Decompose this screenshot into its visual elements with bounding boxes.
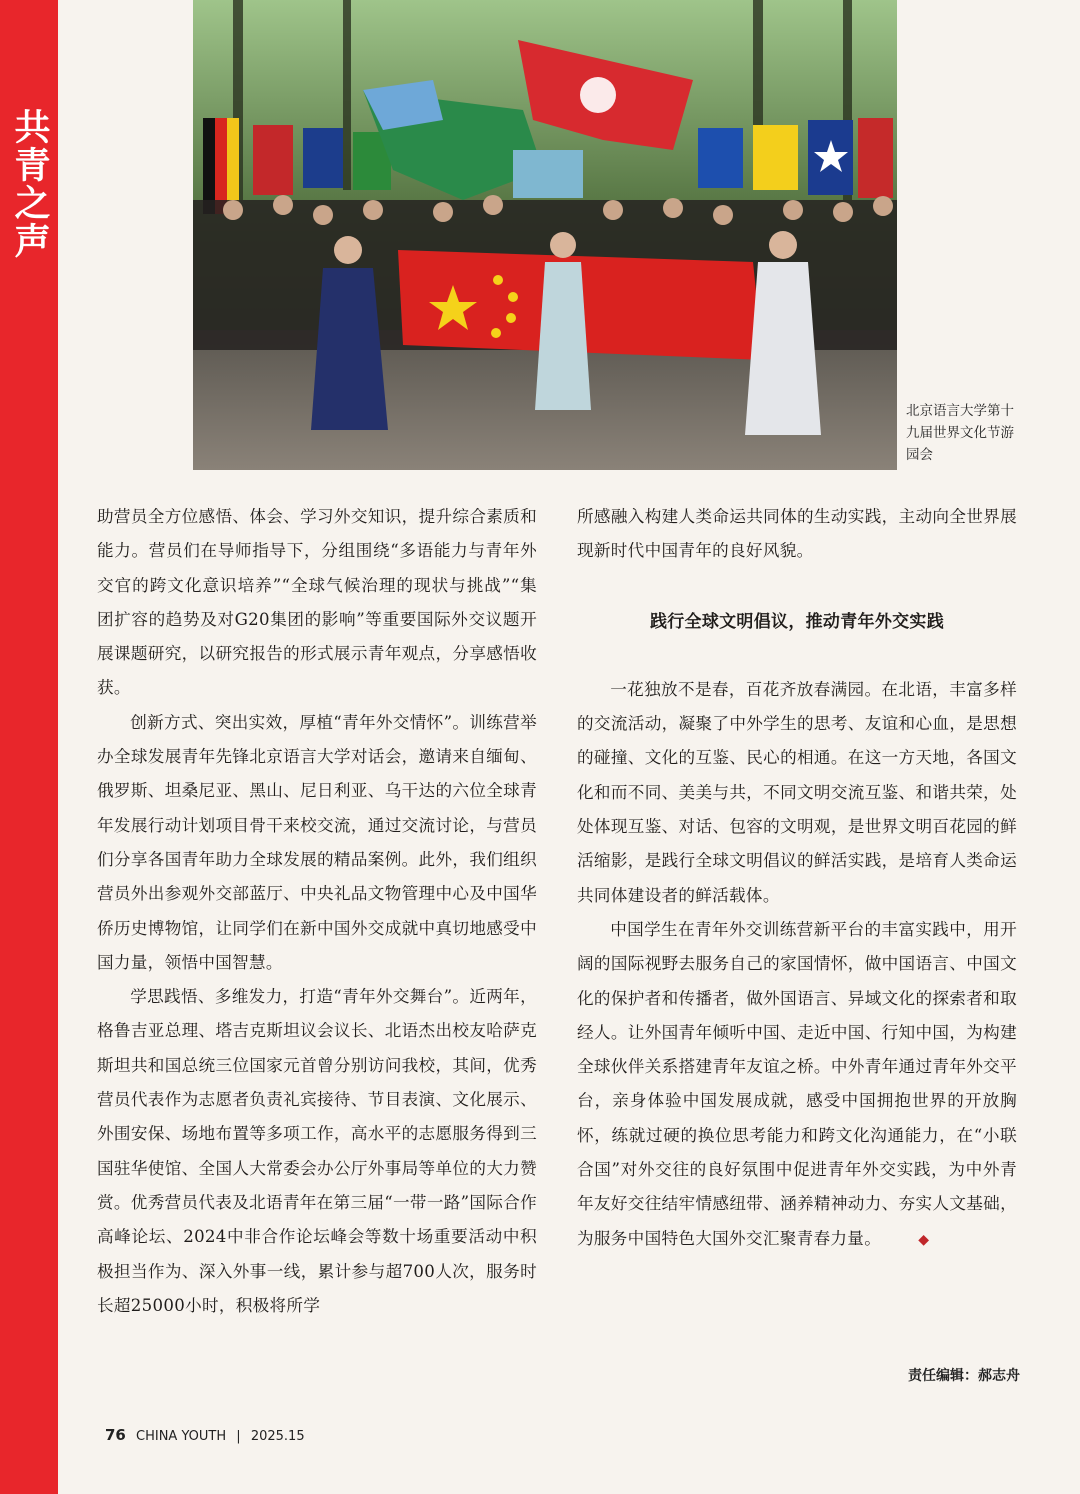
- parade-photo: [193, 0, 897, 470]
- issue-number: 2025.15: [250, 1429, 305, 1444]
- parade-illustration: [193, 0, 897, 470]
- section-sidebar: [0, 0, 58, 1494]
- paragraph: 学思践悟、多维发力，打造“青年外交舞台”。近两年，格鲁吉亚总理、塔吉克斯坦议会议长、北语杰出校友哈萨克斯坦共和国总统三位国家元首曾分别访问我校，其间，优秀营员代表作为志愿者负责礼宾接待、节目表演、文化展示、外围安保、场地布置等多项工作，高水平的志愿服务得到三国驻华使馆、全国人大常委会办公厅外事局等单位的大力赞赏。优秀营员代表及北语青年在第三届“一带一路”国际合作高峰论坛、2024中非合作论坛峰会等数十场重要活动中积极担当作为、深入外事一线，累计参与超700人次，服务时长超25000小时，积极将所学: [97, 987, 537, 1315]
- paragraph: 一花独放不是春，百花齐放春满园。在北语，丰富多样的交流活动，凝聚了中外学生的思考、友谊和心血，是思想的碰撞、文化的互鉴、民心的相通。在这一方天地，各国文化和而不同、美美与共，不同文明交流互鉴、和谐共荣，处处体现互鉴、对话、包容的文明观，是世界文明百花园的鲜活缩影，是践行全球文明倡议的鲜活实践，是培育人类命运共同体建设者的鲜活载体。: [577, 679, 1017, 905]
- paragraph: 所感融入构建人类命运共同体的生动实践，主动向全世界展现新时代中国青年的良好风貌。: [577, 507, 1017, 561]
- page-number: 76: [105, 1426, 126, 1444]
- page-footer: [105, 1426, 305, 1444]
- paragraph: 创新方式、突出实效，厚植“青年外交情怀”。训练营举办全球发展青年先锋北京语言大学对话会，邀请来自缅甸、俄罗斯、坦桑尼亚、黑山、尼日利亚、乌干达的六位全球青年发展行动计划项目骨干来校交流，通过交流讨论，与营员们分享各国青年助力全球发展的精品案例。此外，我们组织营员外出参观外交部蓝厅、中央礼品文物管理中心及中国华侨历史博物馆，让同学们在新中国外交成就中真切地感受中国力量，领悟中国智慧。: [97, 712, 537, 972]
- photo-caption: 北京语言大学第十九届世界文化节游园会: [906, 403, 1014, 463]
- section-heading: 践行全球文明倡议，推动青年外交实践: [649, 611, 945, 632]
- left-column: [97, 500, 537, 1323]
- paragraph: 助营员全方位感悟、体会、学习外交知识，提升综合素质和能力。营员们在导师指导下，分组围绕“多语能力与青年外交官的跨文化意识培养”“全球气候治理的现状与挑战”“集团扩容的趋势及对G20集团的影响”等重要国际外交议题开展课题研究，以研究报告的形式展示青年观点，分享感悟收获。: [97, 507, 537, 698]
- paragraph-text: 中国学生在青年外交训练营新平台的丰富实践中，用开阔的国际视野去服务自己的家国情怀，做中国语言、中国文化的保护者和传播者，做外国语言、异域文化的探索者和取经人。让外国青年倾听中国、走近中国、行知中国，为构建全球伙伴关系搭建青年友谊之桥。中外青年通过青年外交平台，亲身体验中国发展成就，感受中国拥抱世界的开放胸怀，练就过硬的换位思考能力和跨文化沟通能力，在“小联合国”对外交往的良好氛围中促进青年外交实践，为中外青年友好交往结牢情感纽带、涵养精神动力、夯实人文基础，为服务中国特色大国外交汇聚青春力量。: [577, 919, 1017, 1248]
- paragraph: [577, 913, 1017, 1257]
- section-tab-label: 共青之声: [9, 108, 51, 260]
- magazine-name: CHINA YOUTH: [136, 1429, 227, 1444]
- editor-credit: 责任编辑：郝志舟: [908, 1368, 1020, 1384]
- end-mark-icon: ◆: [918, 1231, 930, 1248]
- footer-separator: |: [236, 1429, 241, 1444]
- right-column: [577, 500, 1017, 1257]
